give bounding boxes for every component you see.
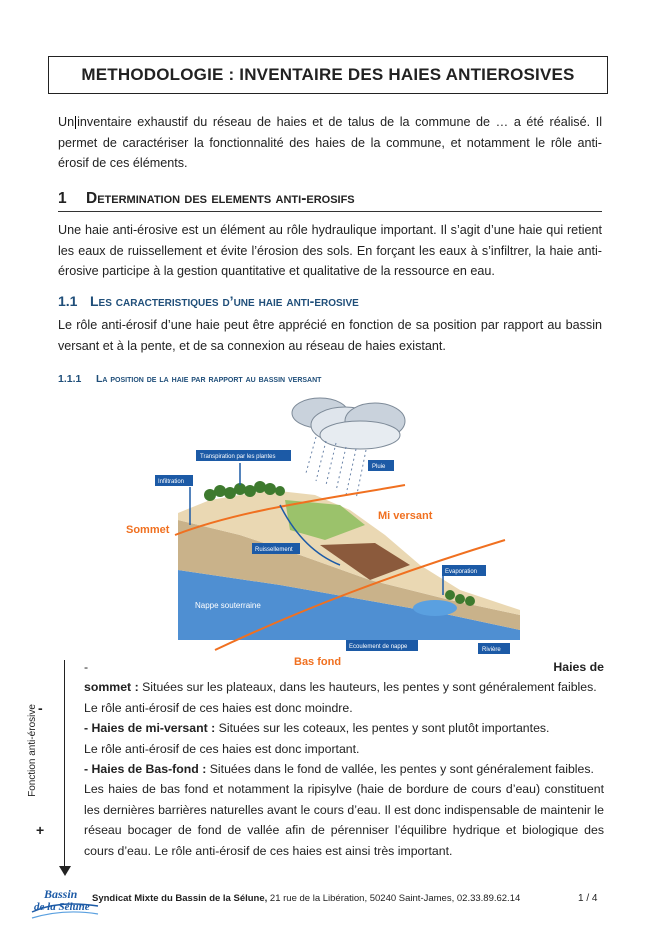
axis-minus: -	[38, 700, 43, 716]
label-transpiration: Transpiration par les plantes	[200, 454, 276, 460]
section-1-1-heading	[58, 293, 359, 309]
footer-org: Syndicat Mixte du Bassin de la Sélune,	[92, 893, 268, 904]
arrow-down-icon	[59, 866, 71, 876]
hedge-mi-versant	[84, 718, 604, 738]
hedge-sommet-text: Situées sur les plateaux, dans les hauteurs, les pentes y sont généralement faibles.	[142, 680, 597, 695]
axis-label: Fonction anti-érosive	[26, 704, 38, 797]
label-evaporation: Evaporation	[445, 569, 478, 575]
cloud-icon	[292, 398, 405, 449]
axis-line	[64, 660, 65, 870]
label-riviere: Rivière	[482, 647, 501, 653]
label-bas-fond: Bas fond	[294, 656, 342, 668]
section-1-title: Determination des elements anti-erosifs	[86, 190, 355, 207]
hedge-bas-more: Les haies de bas fond et notamment la ripisylve (haie de bordure de cours d’eau) constituent les dernières barrières naturelles avant le cours d’eau. Il est donc indispensable de maintenir le réseau bocager de fond de vallée afin de pérenniser l’équilibre hydrique et biologique des cours d’eau. Le rôle anti-érosif de ces haies est ainsi très important.	[84, 782, 604, 858]
section-1-1-text: Le rôle anti-érosif d’une haie peut être apprécié en fonction de sa position par rapport au bassin versant et à la pente, et de sa connexion au réseau de haies existant.	[58, 318, 602, 353]
section-1-1-1-number: 1.1.1	[58, 373, 82, 385]
footer-text	[92, 893, 520, 904]
hedge-sommet-role: Le rôle anti-érosif de ces haies est donc moindre.	[84, 700, 353, 715]
label-pluie: Pluie	[372, 464, 386, 470]
label-ecoulement: Ecoulement de nappe	[349, 644, 408, 650]
bassin-selune-logo	[30, 882, 100, 924]
intro-text: inventaire exhaustif du réseau de haies et de talus de la commune de … a été réalisé. Il permet de caractériser la fonctionnalité des haies de la commune, et notamment le rôle anti-érosif de ces éléments.	[58, 115, 602, 170]
intro-lead: Un	[58, 115, 75, 129]
section-1-1-number: 1.1	[58, 293, 78, 309]
intro-paragraph	[58, 112, 602, 174]
section-1-heading	[58, 190, 602, 212]
label-sommet: Sommet	[126, 524, 170, 536]
hedge-mi-text: Situées sur les coteaux, les pentes y sont plutôt importantes.	[218, 721, 550, 736]
page-number: 1 / 4	[578, 893, 598, 904]
hedge-bas-text: Situées dans le fond de vallée, les pentes y sont généralement faibles.	[209, 762, 594, 777]
hedge-bas-fond	[84, 759, 604, 779]
hedge-mi-role: Le rôle anti-érosif de ces haies est donc important.	[84, 741, 360, 756]
hedge-mi-name: - Haies de mi-versant :	[84, 721, 216, 736]
logo-text-line1: Bassin	[44, 887, 78, 901]
river-water	[413, 600, 457, 616]
section-1-1-title: Les caracteristiques d’une haie anti-erosive	[90, 293, 359, 309]
footer-address: 21 rue de la Libération, 50240 Saint-James, 02.33.89.62.14	[269, 893, 521, 904]
section-1-1-1-title: La position de la haie par rapport au bassin versant	[96, 373, 322, 385]
hedge-sommet	[84, 677, 604, 697]
label-nappe: Nappe souterraine	[195, 601, 261, 610]
label-ruissellement: Ruissellement	[255, 547, 293, 553]
logo-text-line2: de la Sélune	[34, 901, 90, 913]
section-1-text: Une haie anti-érosive est un élément au rôle hydraulique important. Il s’agit d’une haie qui retient les eaux de ruissellement et évite l’érosion des sols. En forçant les eaux à s’infiltrer, la haie anti-érosive participe à la gestion quantitative et qualitative de la ressource en eau.	[58, 223, 602, 278]
axis-plus: +	[36, 822, 45, 838]
hedge-sommet-name-b: sommet :	[84, 680, 139, 695]
section-1-number: 1	[58, 190, 67, 207]
page-title: METHODOLOGIE : INVENTAIRE DES HAIES ANTIEROSIVES	[81, 65, 575, 84]
hedge-sommet-head	[84, 657, 604, 677]
hedge-dash: -	[84, 660, 89, 674]
section-1-1-1-heading	[58, 373, 321, 385]
label-infiltration: Infiltration	[158, 479, 185, 485]
title-box	[48, 56, 608, 94]
hedge-list	[84, 657, 604, 861]
hedge-bas-name: - Haies de Bas-fond :	[84, 762, 207, 777]
text-cursor	[75, 116, 76, 129]
label-mi-versant: Mi versant	[378, 510, 433, 522]
watershed-diagram	[120, 395, 520, 670]
hedge-sommet-name-a: Haies de	[553, 660, 604, 674]
